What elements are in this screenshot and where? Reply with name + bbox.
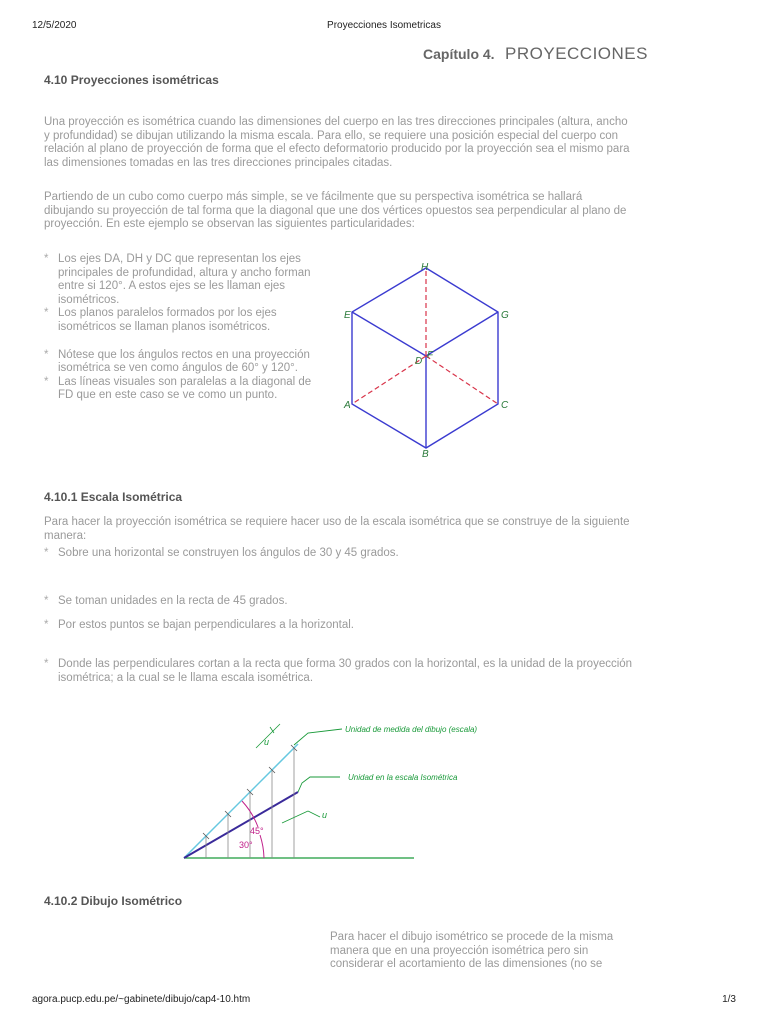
- footer-url: agora.pucp.edu.pe/~gabinete/dibujo/cap4-10.htm: [32, 994, 251, 1005]
- unit-label-drawing: u: [264, 737, 270, 747]
- list-item: * Nótese que los ángulos rectos en una proyección isométrica se ven como ángulos de 60° y 120°.: [44, 348, 310, 375]
- isometric-cube-figure: [340, 258, 520, 458]
- vertex-label-c: C: [501, 400, 509, 411]
- list-item: * Los ejes DA, DH y DC que representan los ejes principales de profundidad, altura y ancho forman entre si 120°. A estos ejes se les llaman ejes isométricos.: [44, 253, 311, 306]
- section-4101-intro: Para hacer la proyección isométrica se requiere hacer uso de la escala isométrica que se construye de la siguiente manera:: [44, 516, 630, 542]
- list-item: * Las líneas visuales son paralelas a la diagonal de FD que en este caso se ve como un punto.: [44, 375, 312, 402]
- caption-iso-unit: Unidad en la escala Isométrica: [348, 773, 458, 782]
- angle-45-label: 45°: [250, 826, 264, 836]
- list-item: * Donde las perpendiculares cortan a la recta que forma 30 grados con la horizontal, es la unidad de la proyección isométrica; a la cual se le llama escala isométrica.: [44, 658, 633, 684]
- list-item: * Los planos paralelos formados por los ejes isométricos se llaman planos isométricos.: [44, 307, 277, 333]
- vertex-label-a: A: [344, 400, 351, 411]
- section-410-bullets: [44, 253, 324, 403]
- isometric-axes: [352, 268, 498, 404]
- vertex-label-b: B: [422, 449, 429, 458]
- angle-30-label: 30°: [239, 840, 253, 850]
- cube-edges: [352, 268, 498, 448]
- vertex-label-e: E: [344, 310, 351, 321]
- chapter-label: Capítulo 4.: [423, 46, 495, 62]
- footer-page-number: 1/3: [722, 994, 736, 1005]
- vertex-label-d: D: [415, 356, 423, 367]
- section-4102-heading: 4.10.2 Dibujo Isométrico: [44, 894, 183, 908]
- unit-label-iso: u: [322, 810, 328, 820]
- header-title: Proyecciones Isometricas: [327, 20, 441, 31]
- list-item: * Se toman unidades en la recta de 45 grados.: [44, 595, 288, 607]
- header-date: 12/5/2020: [32, 20, 77, 31]
- vertex-label-h: H: [421, 262, 429, 273]
- vertex-label-f: F: [427, 350, 434, 361]
- isometric-scale-figure: [170, 715, 520, 865]
- vertex-label-g: G: [501, 310, 509, 321]
- list-item: * Por estos puntos se bajan perpendiculares a la horizontal.: [44, 619, 354, 631]
- section-4101-heading: 4.10.1 Escala Isométrica: [44, 490, 183, 504]
- chapter-name: PROYECCIONES: [505, 44, 648, 63]
- section-410-para1: Una proyección es isométrica cuando las dimensiones del cuerpo en las tres direcciones principales (altura, ancho y profundidad) se dibujan utilizando la misma escala. Para ello, se requiere una posición especial del cuerpo con relación al plano de proyección de forma que el efecto deformatorio producido por la proyección sea el mismo para las dimensiones tomadas en las tres direcciones principales citadas.: [44, 116, 630, 169]
- section-4102-text: Para hacer el dibujo isométrico se procede de la misma manera que en una proyección isométrica pero sin considerar el acortamiento de las dimensiones (no se: [330, 931, 614, 971]
- caption-drawing-unit: Unidad de medida del dibujo (escala): [345, 725, 478, 734]
- list-item: * Sobre una horizontal se construyen los ángulos de 30 y 45 grados.: [44, 547, 399, 559]
- section-410-para2: Partiendo de un cubo como cuerpo más simple, se ve fácilmente que su perspectiva isométrica se hallará dibujando su proyección de tal forma que la diagonal que une dos vértices opuestos sea perpendicular al plano de proyección. En este ejemplo se observan las siguientes particularidades:: [44, 191, 627, 231]
- chapter-title: [423, 44, 648, 64]
- section-410-heading: 4.10 Proyecciones isométricas: [44, 73, 219, 87]
